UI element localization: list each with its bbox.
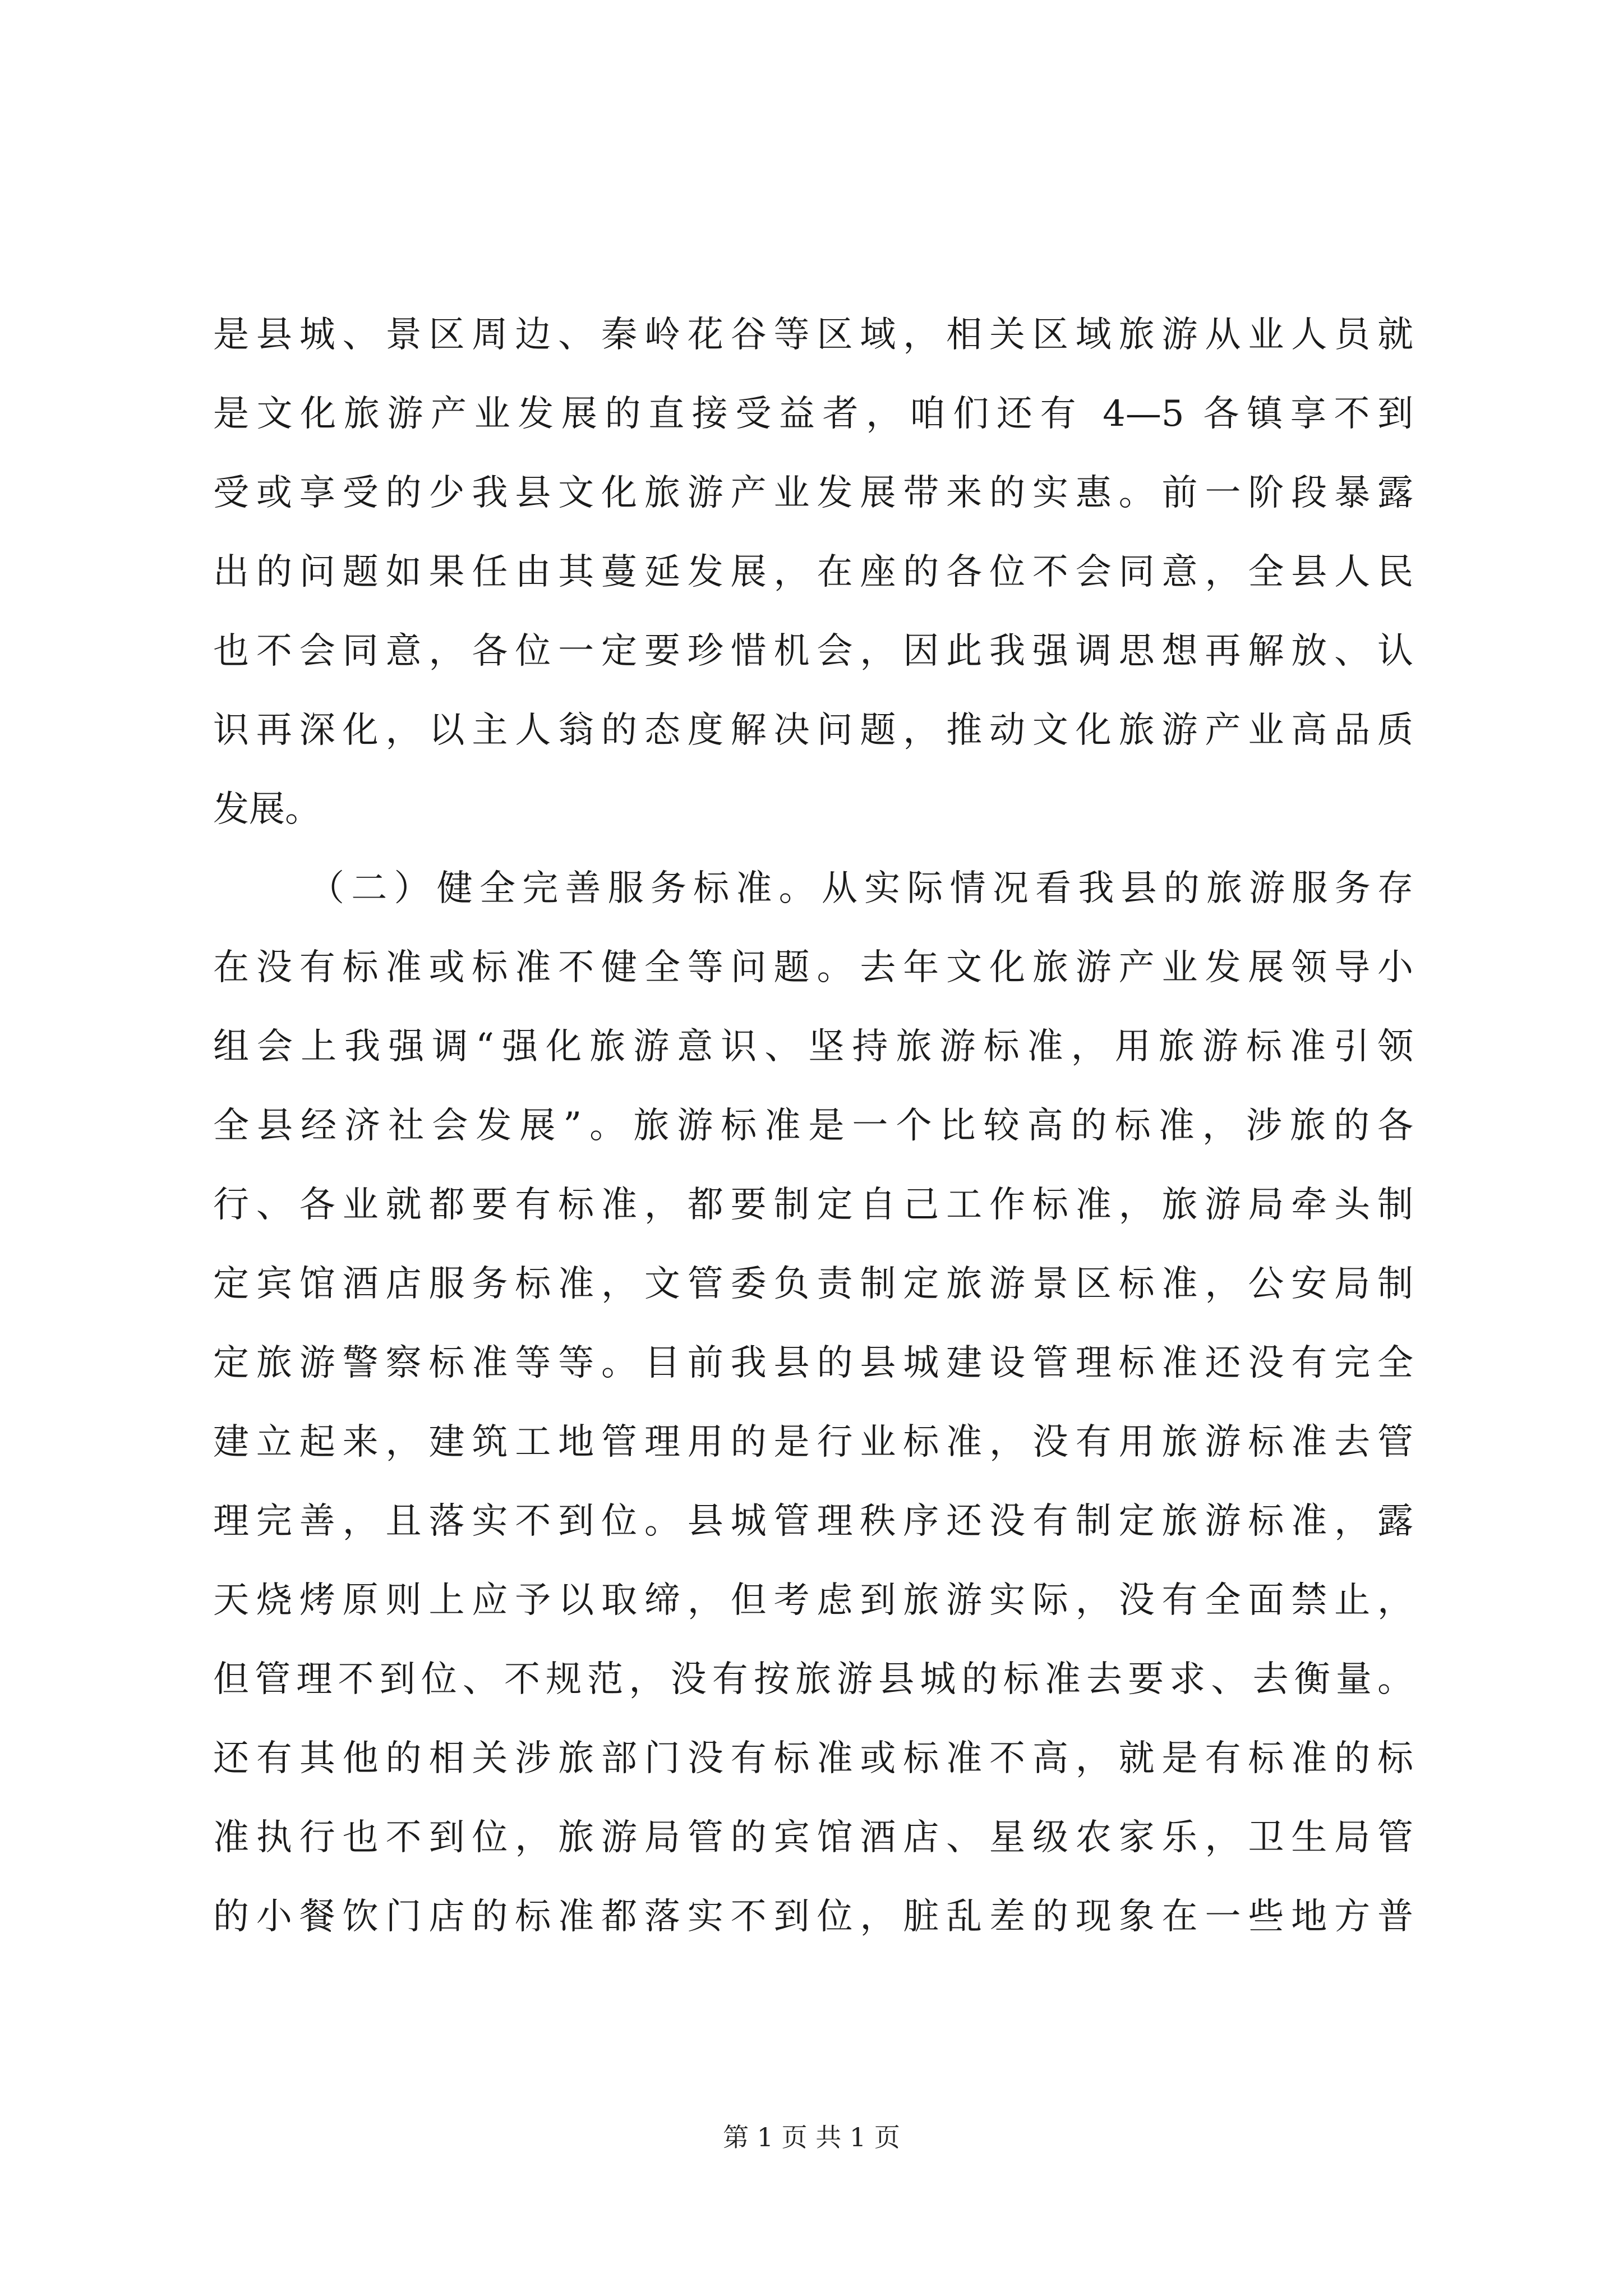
text-line: 行、各业就都要有标准，都要制定自己工作标准，旅游局牵头制 — [213, 1184, 1413, 1226]
text-line: 建立起来，建筑工地管理用的是行业标准，没有用旅游标准去管 — [213, 1421, 1413, 1463]
text-line: 理完善，且落实不到位。县城管理秩序还没有制定旅游标准，露 — [213, 1501, 1413, 1542]
text-line: 出的问题如果任由其蔓延发展，在座的各位不会同意，全县人民 — [213, 551, 1413, 593]
text-line: 天烧烤原则上应予以取缔，但考虑到旅游实际，没有全面禁止， — [213, 1580, 1413, 1621]
text-line: 定旅游警察标准等等。目前我县的县城建设管理标准还没有完全 — [213, 1342, 1413, 1384]
text-line: 识再深化，以主人翁的态度解决问题，推动文化旅游产业高品质 — [213, 710, 1413, 751]
text-line: 全县经济社会发展”。旅游标准是一个比较高的标准，涉旅的各 — [213, 1105, 1413, 1147]
text-line: 但管理不到位、不规范，没有按旅游县城的标准去要求、去衡量。 — [213, 1659, 1413, 1700]
text-line: 在没有标准或标准不健全等问题。去年文化旅游产业发展领导小 — [213, 947, 1413, 988]
text-line: 还有其他的相关涉旅部门没有标准或标准不高，就是有标准的标 — [213, 1738, 1413, 1779]
text-line: 组会上我强调“强化旅游意识、坚持旅游标准，用旅游标准引领 — [213, 1026, 1413, 1068]
text-line: 受或享受的少我县文化旅游产业发展带来的实惠。前一阶段暴露 — [213, 472, 1413, 514]
text-line: 是文化旅游产业发展的直接受益者，咱们还有 4—5 各镇享不到 — [213, 393, 1413, 435]
text-line: 是县城、景区周边、秦岭花谷等区域，相关区域旅游从业人员就 — [213, 314, 1413, 356]
text-line: 也不会同意，各位一定要珍惜机会，因此我强调思想再解放、认 — [213, 631, 1413, 672]
paragraph-heading-line: （二）健全完善服务标准。从实际情况看我县的旅游服务存 — [308, 868, 1413, 909]
page-footer: 第 1 页 共 1 页 — [723, 2122, 900, 2152]
text-line: 准执行也不到位，旅游局管的宾馆酒店、星级农家乐，卫生局管 — [213, 1817, 1413, 1858]
text-line: 定宾馆酒店服务标准，文管委负责制定旅游景区标准，公安局制 — [213, 1263, 1413, 1305]
text-line: 的小餐饮门店的标准都落实不到位，脏乱差的现象在一些地方普 — [213, 1896, 1413, 1938]
text-line: 发展。 — [213, 789, 321, 830]
